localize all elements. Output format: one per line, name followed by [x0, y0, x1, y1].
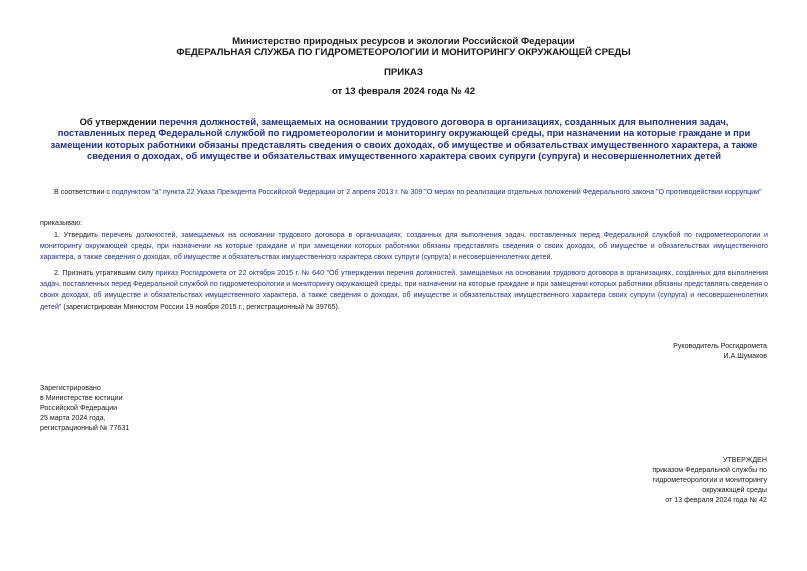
title-prefix: Об утверждении: [79, 116, 160, 127]
approval-line-2: приказом Федеральной службы по: [652, 466, 767, 474]
item-1-link[interactable]: перечень должностей, замещаемых на основании трудового договора в организациях, созданных для выполнения задач, поставленных перед Федеральной службой по гидрометеорологии и мониторингу окружающей среды, при назначении на которые граждане и при замещении которых работники обязаны представлять сведения о своих доходах, об имуществе и обязательствах имущественного характера, а также сведения о доходах, об имуществе и обязательствах имущественного характера своих супруги (супруга) и несовершеннолетних детей: [40, 231, 768, 262]
item-1-paragraph: [40, 230, 768, 264]
item-2-link[interactable]: приказ Росгидромета от 22 октября 2015 г. № 640 "Об утверждении перечня должностей, замещаемых на основании трудового договора в организациях, созданных для выполнения задач, поставленных перед Федеральной службой по гидрометеорологии и мониторингу окружающей среды, при назначении на которые граждане и при замещении которых работники обязаны представлять сведения о своих доходах, об имуществе и обязательствах имущественного характера, а также сведения о доходах, об имуществе и обязательствах имущественного характера своих супруги (супруга) и несовершеннолетних детей": [40, 269, 768, 311]
item-2-paragraph: [40, 268, 768, 313]
registration-line-2: в Министерстве юстиции: [40, 394, 123, 402]
registration-line-1: Зарегистрировано: [40, 384, 101, 392]
approval-line-4: окружающей среды: [702, 486, 767, 494]
approval-line-3: гидрометеорологии и мониторингу: [652, 476, 767, 484]
approval-line-5: от 13 февраля 2024 года № 42: [665, 496, 767, 504]
signature-name: И.А.Шумаков: [723, 352, 767, 360]
document-date: от 13 февраля 2024 года № 42: [331, 86, 476, 97]
preamble-paragraph: [40, 187, 768, 198]
orders-label: приказываю:: [40, 219, 83, 227]
title-link[interactable]: перечня должностей, замещаемых на основании трудового договора в организациях, созданных для выполнения задач, поставленных перед Федеральной службой по гидрометеорологии и мониторингу окружающей среды, при назначении на которые граждане и при замещении которых работники обязаны представлять сведения о своих доходах, об имуществе и обязательствах имущественного характера, а также сведения о доходах, об имуществе и обязательствах имущественного характера своих супруги (супруга) и несовершеннолетних детей: [50, 116, 758, 162]
item-1-prefix: 1. Утвердить: [54, 231, 102, 239]
item-2-prefix: 2. Признать утратившим силу: [54, 269, 156, 277]
signature-position: Руководитель Росгидромета: [673, 342, 767, 350]
item-1-suffix: .: [550, 253, 553, 262]
service-name: ФЕДЕРАЛЬНАЯ СЛУЖБА ПО ГИДРОМЕТЕОРОЛОГИИ И МОНИТОРИНГУ ОКРУЖАЮЩЕЙ СРЕДЫ: [176, 47, 631, 58]
preamble-link[interactable]: подпунктом "а" пункта 22 Указа Президента Российской Федерации от 2 апреля 2013 г. № 309 "О мерах по реализации отдельных положений Федерального закона "О противодействии коррупции": [111, 188, 762, 196]
item-2-suffix: (зарегистрирован Минюстом России 19 ноября 2015 г., регистрационный № 39765).: [61, 302, 340, 311]
ministry-name: Министерство природных ресурсов и экологии Российской Федерации: [232, 36, 575, 47]
registration-line-5: регистрационный № 77631: [40, 424, 130, 432]
registration-line-4: 25 марта 2024 года,: [40, 414, 106, 422]
approval-line-1: УТВЕРЖДЕН: [722, 456, 767, 464]
document-type: ПРИКАЗ: [384, 67, 423, 78]
preamble-prefix: В соответствии с: [54, 188, 112, 196]
document-title: [46, 116, 762, 162]
registration-line-3: Российской Федерации: [40, 404, 118, 412]
